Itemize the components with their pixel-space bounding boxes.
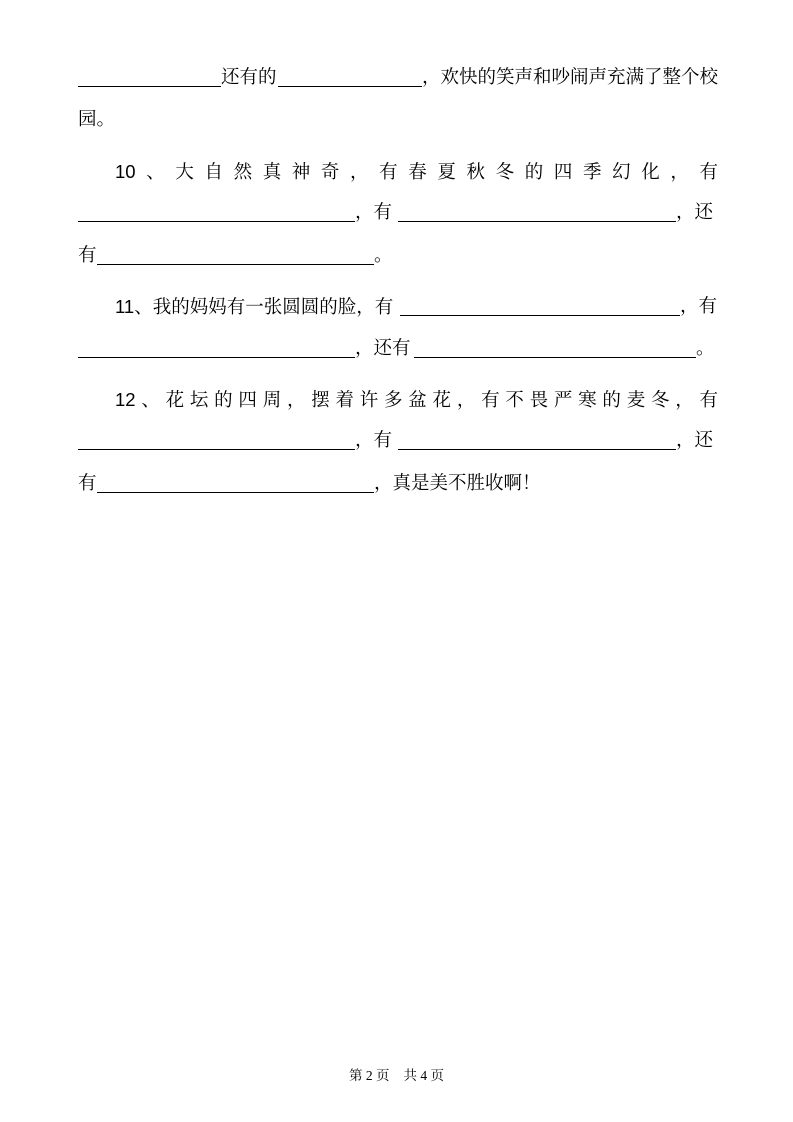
answer-blank — [398, 200, 676, 222]
answer-blank — [398, 428, 676, 450]
question-number: 12、 — [115, 389, 166, 410]
question-10-line-1 — [78, 159, 718, 185]
page-number: 第 2 页 — [349, 1068, 390, 1083]
q9-ending-text: ，欢快的笑声和吵闹声充满了整个校 — [422, 68, 719, 88]
answer-blank — [97, 243, 374, 265]
answer-blank — [78, 200, 355, 222]
question-12-line-3 — [78, 471, 718, 497]
q9-connector-text: 还有的 — [221, 68, 277, 88]
answer-blank — [78, 65, 221, 87]
separator-text: ，有 — [355, 431, 393, 451]
separator-text: ，还 — [676, 203, 714, 223]
separator-text: ，有 — [355, 203, 393, 223]
answer-blank — [78, 428, 355, 450]
question-12-line-2 — [78, 428, 718, 454]
question-11-line-2 — [78, 336, 718, 362]
answer-blank — [97, 471, 374, 493]
ending-text: 。 — [696, 339, 715, 359]
question-9-line-1 — [78, 65, 718, 91]
separator-text: ，还 — [676, 431, 714, 451]
question-prompt-text: 花坛的四周，摆着许多盆花，有不畏严寒的麦冬，有 — [165, 391, 718, 411]
question-11-prompt — [115, 294, 393, 320]
ending-text: 。 — [374, 246, 393, 266]
question-prompt-text: 大自然真神奇，有春夏秋冬的四季幻化，有 — [175, 163, 718, 183]
question-number: 10、 — [115, 161, 176, 182]
question-number: 11、 — [115, 296, 153, 317]
question-10-line-2 — [78, 200, 718, 226]
q9-ending-wrap-text: 园。 — [78, 110, 116, 130]
question-9-line-2 — [78, 107, 718, 133]
question-11-line-1 — [78, 294, 718, 320]
page-total: 共 4 页 — [403, 1068, 444, 1083]
separator-text: 有 — [78, 246, 97, 266]
answer-blank — [414, 336, 696, 358]
separator-text: ，有 — [680, 297, 718, 317]
question-10-line-3 — [78, 243, 718, 269]
question-10-prompt — [115, 159, 718, 185]
ending-text: ，真是美不胜收啊！ — [374, 474, 541, 494]
answer-blank — [400, 294, 680, 316]
answer-blank — [278, 65, 422, 87]
separator-text: ，还有 — [355, 339, 411, 359]
answer-blank — [78, 336, 355, 358]
question-12-prompt — [115, 387, 718, 413]
question-prompt-text: 我的妈妈有一张圆圆的脸，有 — [152, 298, 394, 318]
question-12-line-1 — [78, 387, 718, 413]
separator-text: 有 — [78, 474, 97, 494]
page-footer — [0, 1066, 793, 1086]
